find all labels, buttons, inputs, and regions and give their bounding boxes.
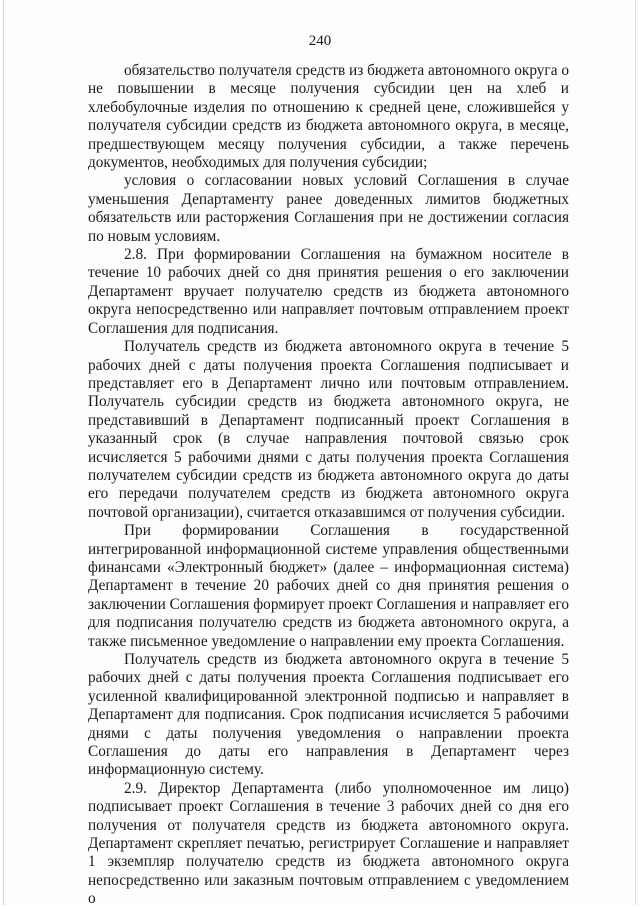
page-number: 240 (308, 33, 332, 49)
scan-edge-right (635, 0, 636, 905)
document-body (88, 62, 569, 909)
paragraph: условия о согласовании новых условий Соглашения в случае уменьшения Департаменту ранее доведенных лимитов бюджетных обязательств или расторжения Соглашения при не достижении согласия по новым условиям. (88, 172, 569, 245)
paragraph: 2.9. Директор Департамента (либо уполномоченное им лицо) подписывает проект Соглашения в течение 3 рабочих дней со дня его получения от получателя средств из бюджета автономного округа. Департамент скрепляет печатью, регистрирует Соглашение и направляет 1 экземпляр получателю средств из бюджета автономного округа непосредственно или заказным почтовым отправлением с уведомлением о (88, 779, 569, 908)
paragraph: Получатель средств из бюджета автономного округа в течение 5 рабочих дней с даты получения проекта Соглашения подписывает и представляет его в Департамент лично или почтовым отправлением. Получатель субсидии средств из бюджета автономного округа, не представивший в Департамент подписанный проект Соглашения в указанный срок (в случае направления почтовой связью срок исчисляется 5 рабочими днями с даты получения проекта Соглашения получателем субсидии средств из бюджета автономного округа до даты его передачи получателем средств из бюджета автономного округа почтовой организации), считается отказавшимся от получения субсидии. (88, 338, 569, 521)
paragraph: Получатель средств из бюджета автономного округа в течение 5 рабочих дней с даты получения проекта Соглашения подписывает его усиленной квалифицированной электронной подписью и направляет в Департамент для подписания. Срок подписания исчисляется 5 рабочими днями с даты получения уведомления о направлении проекта Соглашения до даты его направления в Департамент через информационную систему. (88, 651, 569, 779)
paragraph: При формировании Соглашения в государственной интегрированной информационной системе управления общественными финансами «Электронный бюджет» (далее – информационная система) Департамент в течение 20 рабочих дней со дня принятия решения о заключении Соглашения формирует проект Соглашения и направляет его для подписания получателю средств из бюджета автономного округа, а также письменное уведомление о направлении ему проекта Соглашения. (88, 522, 569, 650)
paragraph: 2.8. При формировании Соглашения на бумажном носителе в течение 10 рабочих дней со дня принятия решения о его заключении Департамент вручает получателю средств из бюджета автономного округа непосредственно или направляет почтовым отправлением проект Соглашения для подписания. (88, 246, 569, 337)
scan-edge-left (3, 0, 4, 905)
paragraph: обязательство получателя средств из бюджета автономного округа о не повышении в месяце получения субсидии цен на хлеб и хлебобулочные изделия по отношению к средней цене, сложившейся у получателя субсидии средств из бюджета автономного округа, в месяце, предшествующем месяцу получения субсидии, а также перечень документов, необходимых для получения субсидии; (88, 62, 569, 172)
